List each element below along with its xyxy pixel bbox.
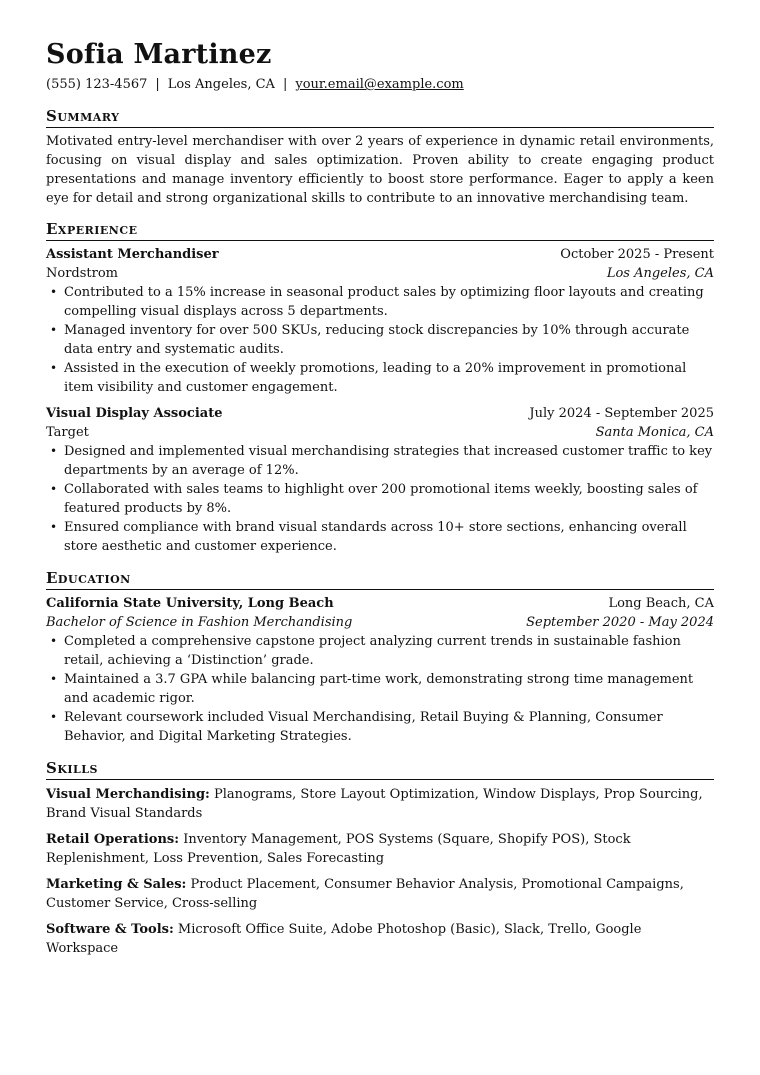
job-dates: July 2024 - September 2025 xyxy=(529,406,714,421)
bullet-item xyxy=(46,442,714,480)
bullet-dot-icon: • xyxy=(50,323,58,337)
bullet-dot-icon: • xyxy=(50,285,58,299)
bullet-item xyxy=(46,283,714,321)
skill-items: Microsoft Office Suite, Adobe Photoshop (Basic), Slack, Trello, Google Workspace xyxy=(46,922,642,956)
bullet-dot-icon: • xyxy=(50,672,58,686)
bullet-item xyxy=(46,708,714,746)
bullet-dot-icon: • xyxy=(50,482,58,496)
experience-entry xyxy=(46,245,714,397)
bullet-text: Contributed to a 15% increase in seasonal product sales by optimizing floor layouts and creating compelling visual displays across 5 departments. xyxy=(64,285,704,319)
skills-list xyxy=(46,785,714,958)
bullet-item xyxy=(46,480,714,518)
section-title-summary: Summary xyxy=(46,106,714,128)
job-dates: October 2025 - Present xyxy=(560,247,714,262)
bullet-text: Assisted in the execution of weekly promotions, leading to a 20% improvement in promotional item visibility and customer engagement. xyxy=(64,361,687,395)
bullet-dot-icon: • xyxy=(50,634,58,648)
education-dates: September 2020 - May 2024 xyxy=(526,615,714,630)
bullet-text: Completed a comprehensive capstone project analyzing current trends in sustainable fashion retail, achieving a ‘Distinction’ grade. xyxy=(64,634,681,668)
bullet-text: Designed and implemented visual merchandising strategies that increased customer traffic to key departments by an average of 12%. xyxy=(64,444,713,478)
location-text: Los Angeles, CA xyxy=(167,77,275,92)
skill-label: Software & Tools: xyxy=(46,922,174,937)
resume-page xyxy=(46,38,714,958)
bullet-text: Relevant coursework included Visual Merchandising, Retail Buying & Planning, Consumer Behavior, and Digital Marketing Strategies. xyxy=(64,710,663,744)
bullet-item xyxy=(46,359,714,397)
skill-items: Planograms, Store Layout Optimization, Window Displays, Prop Sourcing, Brand Visual Standards xyxy=(46,787,703,821)
section-title-experience: Experience xyxy=(46,219,714,241)
skill-group xyxy=(46,785,714,823)
bullet-dot-icon: • xyxy=(50,520,58,534)
bullet-item xyxy=(46,321,714,359)
job-subheader xyxy=(46,264,714,283)
job-company: Target xyxy=(46,425,89,440)
skill-items: Inventory Management, POS Systems (Square, Shopify POS), Stock Replenishment, Loss Prevention, Sales Forecasting xyxy=(46,832,631,866)
email-link[interactable]: your.email@example.com xyxy=(295,77,464,92)
bullet-dot-icon: • xyxy=(50,361,58,375)
job-company: Nordstrom xyxy=(46,266,119,281)
job-location: Los Angeles, CA xyxy=(606,266,714,281)
skill-group xyxy=(46,920,714,958)
job-subheader xyxy=(46,423,714,442)
school-location: Long Beach, CA xyxy=(608,596,714,611)
school-name: California State University, Long Beach xyxy=(46,596,334,611)
job-title: Visual Display Associate xyxy=(46,406,223,421)
summary-text: Motivated entry-level merchandiser with over 2 years of experience in dynamic retail environments, focusing on visual display and sales optimization. Proven ability to create engaging product presentations and manage inventory efficiently to boost store performance. Eager to apply a keen eye for detail and strong organizational skills to contribute to an innovative merchandising team. xyxy=(46,134,714,206)
contact-separator: | xyxy=(282,77,288,92)
skill-label: Marketing & Sales: xyxy=(46,877,187,892)
contact-separator: | xyxy=(155,77,160,92)
skill-group xyxy=(46,830,714,868)
school-header xyxy=(46,594,714,613)
job-bullets xyxy=(46,283,714,397)
education-bullets xyxy=(46,632,714,746)
skill-label: Retail Operations: xyxy=(46,832,180,847)
job-bullets xyxy=(46,442,714,556)
bullet-dot-icon: • xyxy=(50,710,58,724)
job-header xyxy=(46,404,714,423)
bullet-dot-icon: • xyxy=(50,444,58,458)
skill-items: Product Placement, Consumer Behavior Analysis, Promotional Campaigns, Customer Service, Cross-selling xyxy=(46,877,684,911)
job-location: Santa Monica, CA xyxy=(595,425,714,440)
bullet-item xyxy=(46,518,714,556)
skill-label: Visual Merchandising: xyxy=(46,787,210,802)
section-title-skills: Skills xyxy=(46,758,714,780)
job-title: Assistant Merchandiser xyxy=(46,247,219,262)
experience-entry xyxy=(46,404,714,556)
education-entry xyxy=(46,594,714,746)
bullet-text: Ensured compliance with brand visual standards across 10+ store sections, enhancing overall store aesthetic and customer experience. xyxy=(64,520,687,554)
degree-name: Bachelor of Science in Fashion Merchandising xyxy=(46,615,353,630)
job-header xyxy=(46,245,714,264)
degree-line xyxy=(46,613,714,632)
bullet-item xyxy=(46,632,714,670)
section-title-education: Education xyxy=(46,568,714,590)
skill-group xyxy=(46,875,714,913)
bullet-item xyxy=(46,670,714,708)
contact-line xyxy=(46,76,714,94)
bullet-text: Managed inventory for over 500 SKUs, reducing stock discrepancies by 10% through accurate data entry and systematic audits. xyxy=(64,323,690,357)
candidate-name: Sofia Martinez xyxy=(46,39,272,70)
phone-number: (555) 123-4567 xyxy=(46,77,148,92)
bullet-text: Collaborated with sales teams to highlight over 200 promotional items weekly, boosting sales of featured products by 8%. xyxy=(64,482,698,516)
bullet-text: Maintained a 3.7 GPA while balancing part-time work, demonstrating strong time management and academic rigor. xyxy=(64,672,694,706)
